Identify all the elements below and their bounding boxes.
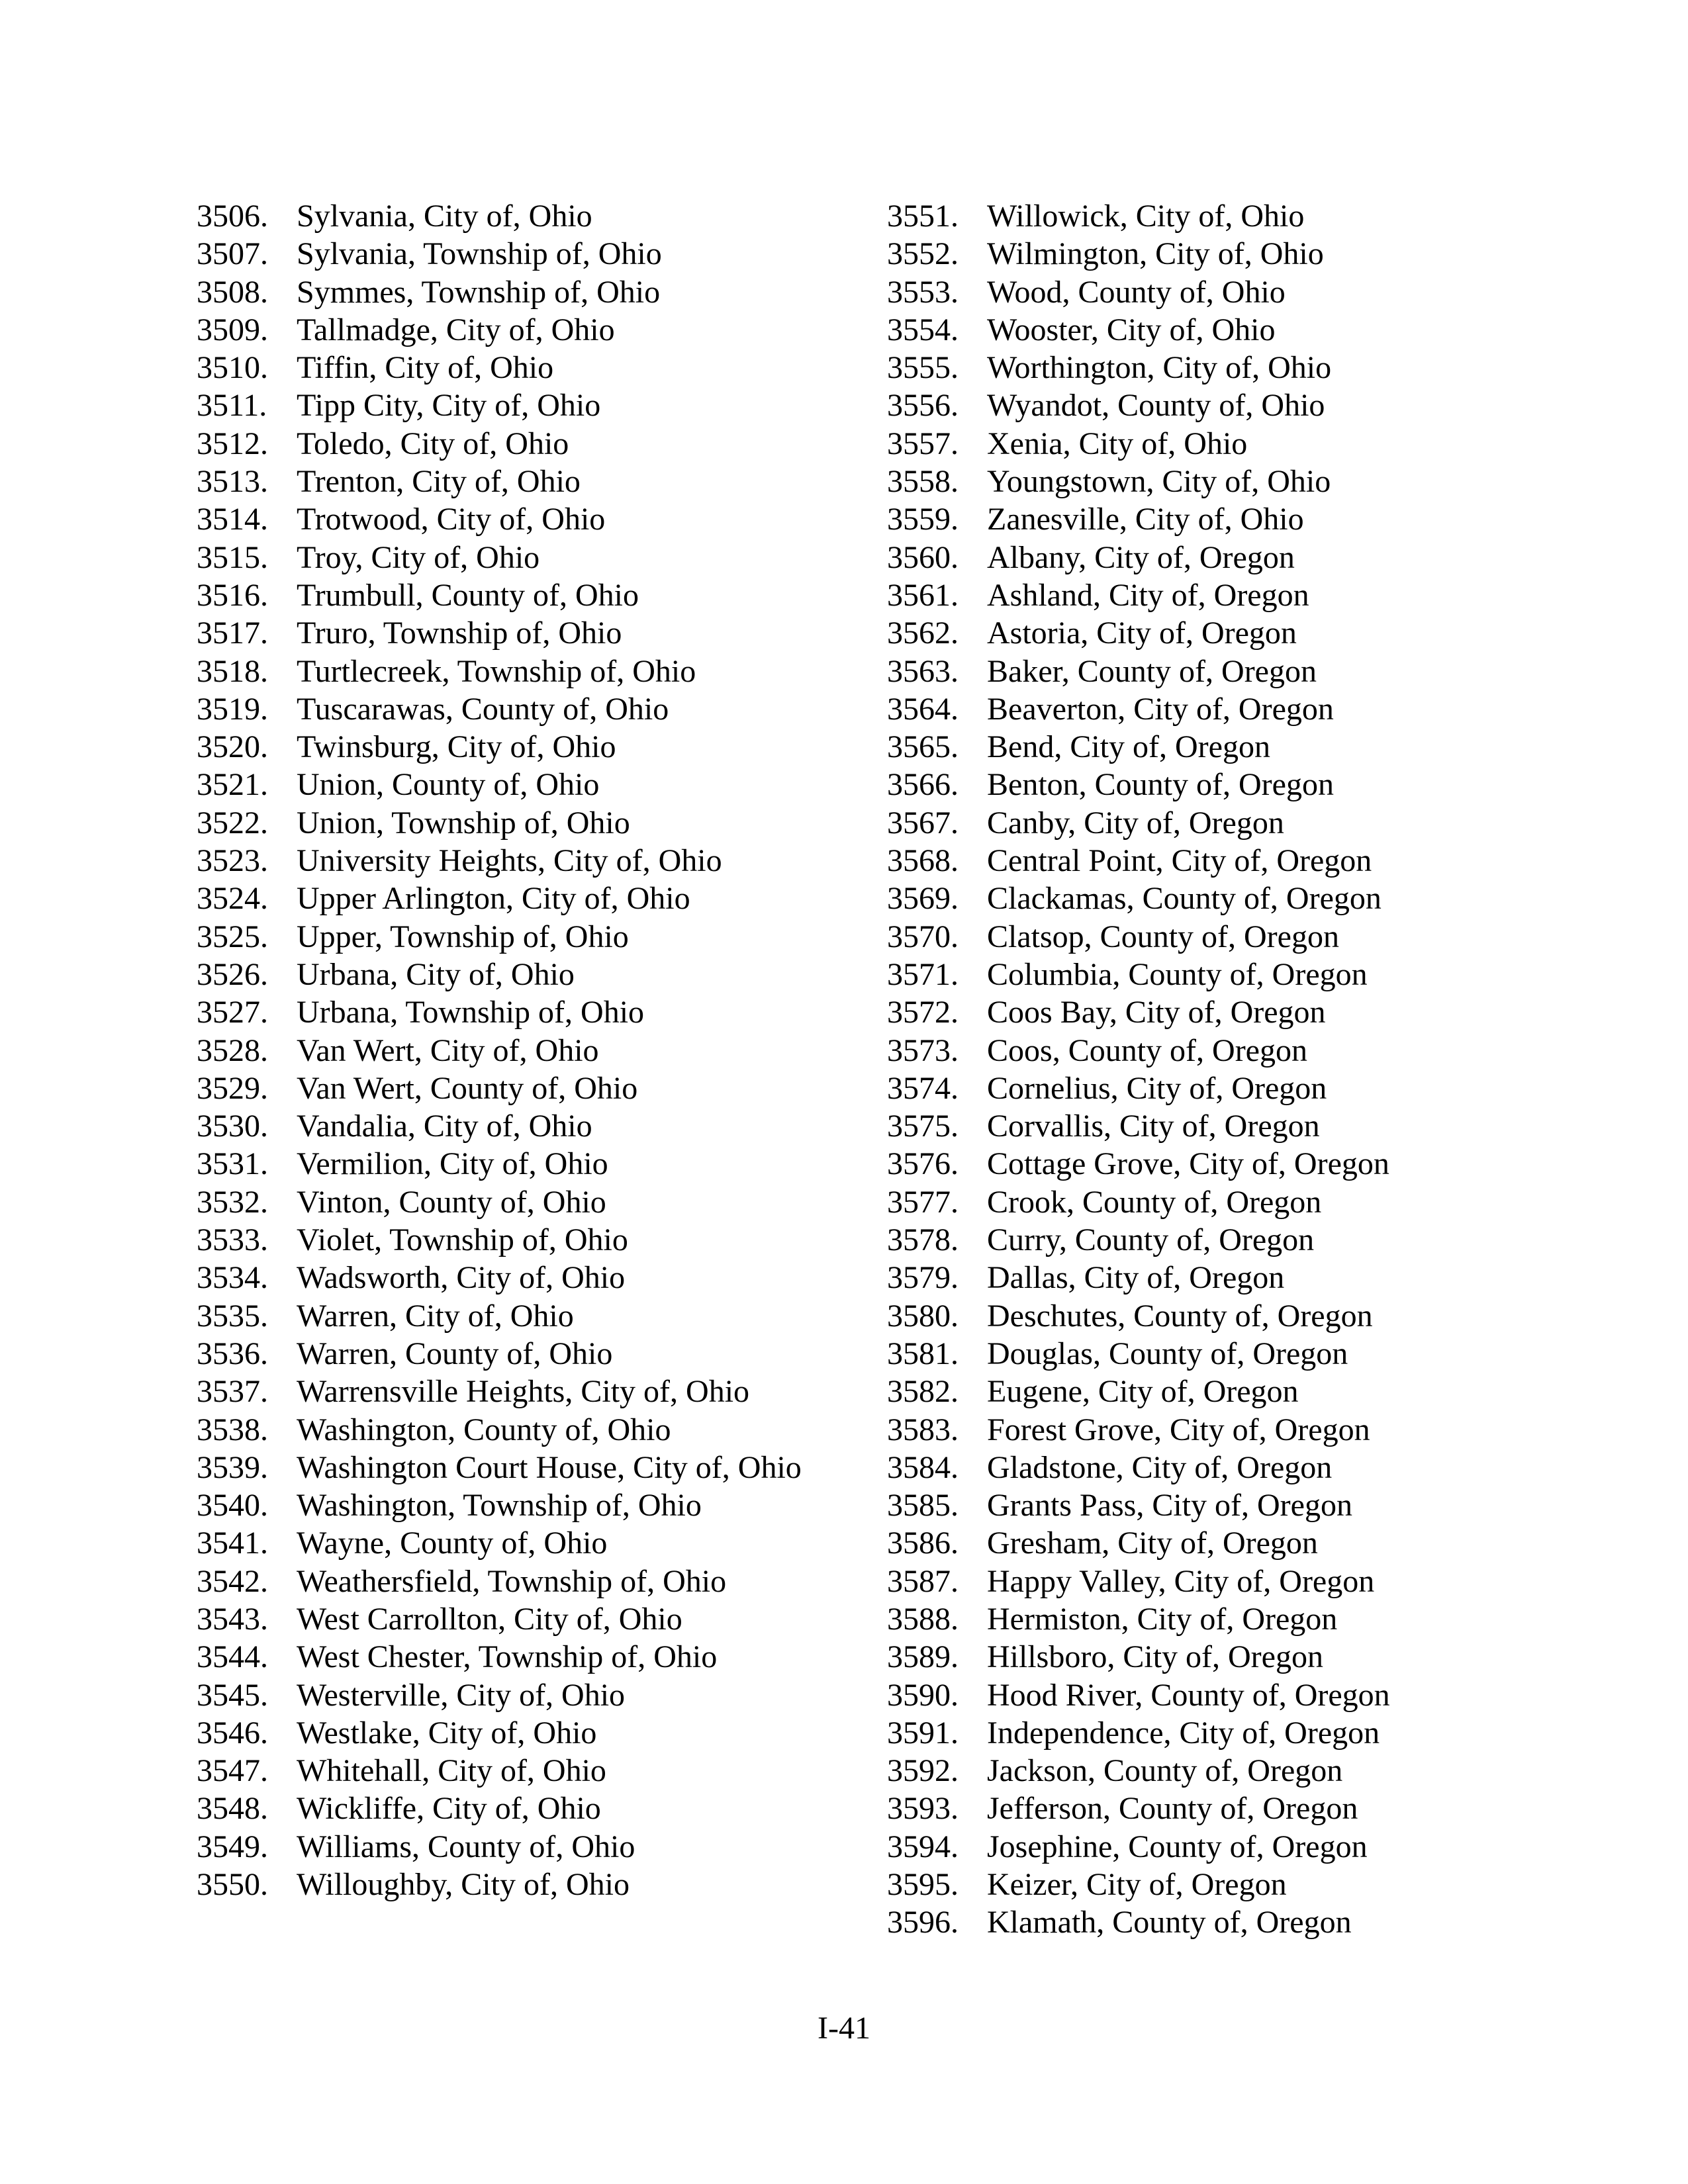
- list-item: [887, 500, 1549, 538]
- item-name: West Carrollton, City of, Ohio: [297, 1601, 682, 1637]
- item-name: Gresham, City of, Oregon: [987, 1525, 1318, 1561]
- item-number: 3526.: [197, 956, 268, 992]
- item-name: Whitehall, City of, Ohio: [297, 1753, 606, 1789]
- list-item: [887, 1335, 1549, 1373]
- item-number: 3523.: [197, 843, 268, 879]
- item-number: 3585.: [887, 1488, 959, 1524]
- list-item: [887, 1032, 1549, 1069]
- item-name: Vinton, County of, Ohio: [297, 1184, 606, 1220]
- list-item: [197, 653, 859, 690]
- item-number: 3586.: [887, 1525, 959, 1561]
- item-name: Westlake, City of, Ohio: [297, 1715, 597, 1751]
- list-item: [887, 387, 1549, 424]
- item-name: Tuscarawas, County of, Ohio: [297, 691, 669, 727]
- item-number: 3596.: [887, 1905, 959, 1940]
- list-item: [887, 1411, 1549, 1449]
- item-name: Westerville, City of, Ohio: [297, 1677, 626, 1713]
- list-item: [887, 1183, 1549, 1221]
- item-number: 3581.: [887, 1336, 959, 1371]
- item-name: Happy Valley, City of, Oregon: [987, 1563, 1375, 1599]
- list-item: [197, 387, 859, 424]
- item-name: Upper Arlington, City of, Ohio: [297, 881, 690, 917]
- item-name: Grants Pass, City of, Oregon: [987, 1488, 1352, 1524]
- list-item: [887, 235, 1549, 273]
- item-name: Urbana, Township of, Ohio: [297, 995, 645, 1030]
- list-item: [197, 1790, 859, 1827]
- item-name: Deschutes, County of, Oregon: [987, 1298, 1373, 1334]
- item-name: Wyandot, County of, Ohio: [987, 388, 1325, 424]
- item-number: 3517.: [197, 615, 268, 651]
- item-number: 3577.: [887, 1184, 959, 1220]
- item-number: 3536.: [197, 1336, 268, 1371]
- item-number: 3565.: [887, 729, 959, 765]
- item-number: 3576.: [887, 1146, 959, 1182]
- item-name: Wickliffe, City of, Ohio: [297, 1791, 601, 1827]
- item-name: Astoria, City of, Oregon: [987, 615, 1297, 651]
- item-name: Coos Bay, City of, Oregon: [987, 995, 1326, 1030]
- item-name: Wadsworth, City of, Ohio: [297, 1260, 626, 1296]
- item-name: Symmes, Township of, Ohio: [297, 274, 661, 310]
- item-number: 3568.: [887, 843, 959, 879]
- list-item: [887, 349, 1549, 387]
- item-number: 3518.: [197, 653, 268, 689]
- item-name: Youngstown, City of, Ohio: [987, 464, 1331, 500]
- list-item: [197, 1714, 859, 1752]
- list-item: [887, 1297, 1549, 1335]
- list-item: [197, 1486, 859, 1524]
- list-item: [887, 311, 1549, 349]
- item-number: 3539.: [197, 1449, 268, 1485]
- item-name: Troy, City of, Ohio: [297, 539, 540, 575]
- item-number: 3589.: [887, 1639, 959, 1675]
- item-name: Truro, Township of, Ohio: [297, 615, 622, 651]
- item-number: 3572.: [887, 995, 959, 1030]
- list-item: [887, 842, 1549, 880]
- list-item: [887, 728, 1549, 766]
- item-number: 3527.: [197, 995, 268, 1030]
- item-name: Klamath, County of, Oregon: [987, 1905, 1352, 1940]
- item-name: Baker, County of, Oregon: [987, 653, 1317, 689]
- item-number: 3570.: [887, 919, 959, 954]
- item-name: Trumbull, County of, Ohio: [297, 577, 639, 613]
- item-number: 3550.: [197, 1867, 268, 1903]
- list-item: [197, 1183, 859, 1221]
- list-item: [197, 1449, 859, 1486]
- item-number: 3525.: [197, 919, 268, 954]
- item-number: 3508.: [197, 274, 268, 310]
- item-name: Clatsop, County of, Oregon: [987, 919, 1339, 954]
- item-name: Washington Court House, City of, Ohio: [297, 1449, 802, 1485]
- item-number: 3563.: [887, 653, 959, 689]
- item-number: 3548.: [197, 1791, 268, 1827]
- item-name: Willowick, City of, Ohio: [987, 199, 1305, 234]
- list-item: [887, 1752, 1549, 1790]
- item-number: 3553.: [887, 274, 959, 310]
- item-number: 3592.: [887, 1753, 959, 1789]
- item-name: Clackamas, County of, Oregon: [987, 881, 1382, 917]
- item-number: 3519.: [197, 691, 268, 727]
- list-item: [887, 1563, 1549, 1600]
- list-item: [197, 1676, 859, 1714]
- item-name: Van Wert, County of, Ohio: [297, 1070, 638, 1106]
- item-name: Union, Township of, Ohio: [297, 805, 630, 841]
- item-number: 3542.: [197, 1563, 268, 1599]
- list-item: [197, 1335, 859, 1373]
- item-number: 3544.: [197, 1639, 268, 1675]
- list-item: [887, 804, 1549, 842]
- item-number: 3524.: [197, 881, 268, 917]
- item-number: 3594.: [887, 1829, 959, 1864]
- left-column-list: [197, 197, 859, 1903]
- item-number: 3560.: [887, 539, 959, 575]
- item-number: 3587.: [887, 1563, 959, 1599]
- item-name: Trenton, City of, Ohio: [297, 464, 581, 500]
- item-number: 3567.: [887, 805, 959, 841]
- item-name: Twinsburg, City of, Ohio: [297, 729, 616, 765]
- item-number: 3528.: [197, 1032, 268, 1068]
- list-item: [887, 956, 1549, 993]
- item-name: Wooster, City of, Ohio: [987, 312, 1276, 347]
- item-name: Benton, County of, Oregon: [987, 767, 1334, 803]
- item-name: Douglas, County of, Oregon: [987, 1336, 1348, 1371]
- item-number: 3566.: [887, 767, 959, 803]
- item-number: 3593.: [887, 1791, 959, 1827]
- item-number: 3558.: [887, 464, 959, 500]
- list-item: [197, 1107, 859, 1145]
- item-number: 3582.: [887, 1374, 959, 1410]
- list-item: [197, 842, 859, 880]
- item-number: 3579.: [887, 1260, 959, 1296]
- item-number: 3571.: [887, 956, 959, 992]
- item-name: West Chester, Township of, Ohio: [297, 1639, 718, 1675]
- item-number: 3574.: [887, 1070, 959, 1106]
- item-name: Washington, County of, Ohio: [297, 1412, 671, 1447]
- item-name: Coos, County of, Oregon: [987, 1032, 1307, 1068]
- list-item: [197, 614, 859, 652]
- item-name: Crook, County of, Oregon: [987, 1184, 1322, 1220]
- list-item: [197, 804, 859, 842]
- item-name: Upper, Township of, Ohio: [297, 919, 629, 954]
- list-item: [887, 690, 1549, 728]
- item-number: 3516.: [197, 577, 268, 613]
- item-name: Warren, County of, Ohio: [297, 1336, 613, 1371]
- list-item: [887, 1107, 1549, 1145]
- item-number: 3533.: [197, 1222, 268, 1258]
- list-item: [887, 576, 1549, 614]
- list-item: [887, 614, 1549, 652]
- item-number: 3531.: [197, 1146, 268, 1182]
- item-name: Wayne, County of, Ohio: [297, 1525, 608, 1561]
- list-item: [197, 1297, 859, 1335]
- item-number: 3546.: [197, 1715, 268, 1751]
- item-name: Turtlecreek, Township of, Ohio: [297, 653, 696, 689]
- list-item: [197, 918, 859, 956]
- item-name: Warrensville Heights, City of, Ohio: [297, 1374, 750, 1410]
- list-item: [197, 1563, 859, 1600]
- list-item: [887, 1449, 1549, 1486]
- item-number: 3513.: [197, 464, 268, 500]
- item-number: 3515.: [197, 539, 268, 575]
- list-item: [887, 1486, 1549, 1524]
- list-item: [887, 197, 1549, 235]
- list-item: [887, 463, 1549, 500]
- item-name: Curry, County of, Oregon: [987, 1222, 1315, 1258]
- list-item: [197, 1069, 859, 1107]
- right-column-list: [887, 197, 1549, 1942]
- list-item: [197, 690, 859, 728]
- item-name: Vermilion, City of, Ohio: [297, 1146, 608, 1182]
- item-name: Keizer, City of, Oregon: [987, 1867, 1287, 1903]
- item-number: 3547.: [197, 1753, 268, 1789]
- item-name: Cottage Grove, City of, Oregon: [987, 1146, 1389, 1182]
- item-number: 3509.: [197, 312, 268, 347]
- list-item: [887, 880, 1549, 917]
- item-name: Tiffin, City of, Ohio: [297, 350, 554, 386]
- item-name: Toledo, City of, Ohio: [297, 426, 569, 461]
- list-item: [197, 1221, 859, 1259]
- list-item: [197, 425, 859, 463]
- item-name: Trotwood, City of, Ohio: [297, 502, 606, 537]
- item-number: 3551.: [887, 199, 959, 234]
- item-name: Wood, County of, Ohio: [987, 274, 1286, 310]
- list-item: [197, 1752, 859, 1790]
- item-name: Cornelius, City of, Oregon: [987, 1070, 1327, 1106]
- item-name: Columbia, County of, Oregon: [987, 956, 1368, 992]
- item-number: 3543.: [197, 1601, 268, 1637]
- item-number: 3521.: [197, 767, 268, 803]
- item-name: Vandalia, City of, Ohio: [297, 1109, 592, 1144]
- item-number: 3537.: [197, 1374, 268, 1410]
- item-name: Jefferson, County of, Oregon: [987, 1791, 1358, 1827]
- list-item: [887, 1069, 1549, 1107]
- item-number: 3578.: [887, 1222, 959, 1258]
- item-number: 3522.: [197, 805, 268, 841]
- item-name: Canby, City of, Oregon: [987, 805, 1284, 841]
- list-item: [197, 1600, 859, 1638]
- list-item: [197, 880, 859, 917]
- list-item: [197, 1866, 859, 1903]
- list-item: [197, 500, 859, 538]
- item-number: 3530.: [197, 1109, 268, 1144]
- list-item: [197, 728, 859, 766]
- item-name: Washington, Township of, Ohio: [297, 1488, 702, 1524]
- item-name: Hermiston, City of, Oregon: [987, 1601, 1338, 1637]
- list-item: [887, 993, 1549, 1031]
- item-name: Xenia, City of, Ohio: [987, 426, 1248, 461]
- list-item: [887, 1600, 1549, 1638]
- item-number: 3591.: [887, 1715, 959, 1751]
- item-number: 3545.: [197, 1677, 268, 1713]
- item-number: 3514.: [197, 502, 268, 537]
- list-item: [887, 1828, 1549, 1866]
- item-number: 3575.: [887, 1109, 959, 1144]
- item-number: 3595.: [887, 1867, 959, 1903]
- item-number: 3541.: [197, 1525, 268, 1561]
- list-item: [197, 1828, 859, 1866]
- item-name: Josephine, County of, Oregon: [987, 1829, 1368, 1864]
- item-number: 3511.: [197, 388, 267, 424]
- list-item: [887, 653, 1549, 690]
- item-name: Union, County of, Ohio: [297, 767, 600, 803]
- list-item: [197, 1524, 859, 1562]
- list-item: [887, 766, 1549, 803]
- item-name: Zanesville, City of, Ohio: [987, 502, 1304, 537]
- item-name: Eugene, City of, Oregon: [987, 1374, 1299, 1410]
- list-item: [197, 576, 859, 614]
- list-item: [197, 463, 859, 500]
- list-item: [887, 1638, 1549, 1676]
- list-item: [887, 1221, 1549, 1259]
- list-item: [887, 1714, 1549, 1752]
- list-item: [197, 197, 859, 235]
- item-name: Tipp City, City of, Ohio: [297, 388, 601, 424]
- list-item: [197, 349, 859, 387]
- item-number: 3507.: [197, 236, 268, 272]
- item-number: 3538.: [197, 1412, 268, 1447]
- item-name: Hillsboro, City of, Oregon: [987, 1639, 1323, 1675]
- item-name: Willoughby, City of, Ohio: [297, 1867, 630, 1903]
- item-name: Independence, City of, Oregon: [987, 1715, 1380, 1751]
- item-name: Sylvania, Township of, Ohio: [297, 236, 662, 272]
- item-number: 3555.: [887, 350, 959, 386]
- item-name: Weathersfield, Township of, Ohio: [297, 1563, 727, 1599]
- item-number: 3532.: [197, 1184, 268, 1220]
- item-number: 3590.: [887, 1677, 959, 1713]
- item-name: Tallmadge, City of, Ohio: [297, 312, 615, 347]
- item-number: 3535.: [197, 1298, 268, 1334]
- list-item: [887, 918, 1549, 956]
- list-item: [197, 1259, 859, 1297]
- item-name: Dallas, City of, Oregon: [987, 1260, 1285, 1296]
- item-number: 3573.: [887, 1032, 959, 1068]
- list-item: [197, 1638, 859, 1676]
- item-number: 3584.: [887, 1449, 959, 1485]
- item-number: 3506.: [197, 199, 268, 234]
- item-name: Albany, City of, Oregon: [987, 539, 1295, 575]
- item-name: Williams, County of, Ohio: [297, 1829, 635, 1864]
- list-item: [887, 1903, 1549, 1941]
- item-number: 3549.: [197, 1829, 268, 1864]
- item-name: Hood River, County of, Oregon: [987, 1677, 1390, 1713]
- item-number: 3580.: [887, 1298, 959, 1334]
- item-number: 3557.: [887, 426, 959, 461]
- item-name: Forest Grove, City of, Oregon: [987, 1412, 1370, 1447]
- item-name: Violet, Township of, Ohio: [297, 1222, 628, 1258]
- list-item: [887, 425, 1549, 463]
- item-name: Jackson, County of, Oregon: [987, 1753, 1343, 1789]
- list-item: [887, 1524, 1549, 1562]
- list-item: [887, 1676, 1549, 1714]
- item-number: 3534.: [197, 1260, 268, 1296]
- item-name: Van Wert, City of, Ohio: [297, 1032, 599, 1068]
- item-name: University Heights, City of, Ohio: [297, 843, 722, 879]
- item-name: Gladstone, City of, Oregon: [987, 1449, 1333, 1485]
- item-number: 3512.: [197, 426, 268, 461]
- list-item: [197, 235, 859, 273]
- item-number: 3564.: [887, 691, 959, 727]
- list-item: [197, 766, 859, 803]
- item-name: Bend, City of, Oregon: [987, 729, 1270, 765]
- item-name: Central Point, City of, Oregon: [987, 843, 1372, 879]
- item-number: 3552.: [887, 236, 959, 272]
- item-number: 3510.: [197, 350, 268, 386]
- item-name: Warren, City of, Ohio: [297, 1298, 574, 1334]
- item-name: Sylvania, City of, Ohio: [297, 199, 592, 234]
- item-name: Corvallis, City of, Oregon: [987, 1109, 1320, 1144]
- item-number: 3583.: [887, 1412, 959, 1447]
- list-item: [197, 956, 859, 993]
- list-item: [887, 1866, 1549, 1903]
- item-number: 3559.: [887, 502, 959, 537]
- list-item: [197, 311, 859, 349]
- item-number: 3529.: [197, 1070, 268, 1106]
- item-name: Worthington, City of, Ohio: [987, 350, 1332, 386]
- list-item: [887, 1259, 1549, 1297]
- list-item: [887, 1373, 1549, 1410]
- list-item: [197, 539, 859, 576]
- item-number: 3561.: [887, 577, 959, 613]
- item-name: Wilmington, City of, Ohio: [987, 236, 1324, 272]
- list-item: [197, 273, 859, 311]
- item-number: 3520.: [197, 729, 268, 765]
- item-number: 3588.: [887, 1601, 959, 1637]
- item-number: 3562.: [887, 615, 959, 651]
- item-number: 3556.: [887, 388, 959, 424]
- page-number: I-41: [818, 2011, 870, 2046]
- list-item: [887, 1790, 1549, 1827]
- item-number: 3569.: [887, 881, 959, 917]
- list-item: [197, 1373, 859, 1410]
- list-item: [197, 1032, 859, 1069]
- list-item: [197, 993, 859, 1031]
- item-name: Ashland, City of, Oregon: [987, 577, 1309, 613]
- list-item: [197, 1145, 859, 1183]
- list-item: [887, 539, 1549, 576]
- list-item: [197, 1411, 859, 1449]
- list-item: [887, 273, 1549, 311]
- item-number: 3540.: [197, 1488, 268, 1524]
- item-name: Urbana, City of, Ohio: [297, 956, 575, 992]
- item-name: Beaverton, City of, Oregon: [987, 691, 1334, 727]
- list-item: [887, 1145, 1549, 1183]
- item-number: 3554.: [887, 312, 959, 347]
